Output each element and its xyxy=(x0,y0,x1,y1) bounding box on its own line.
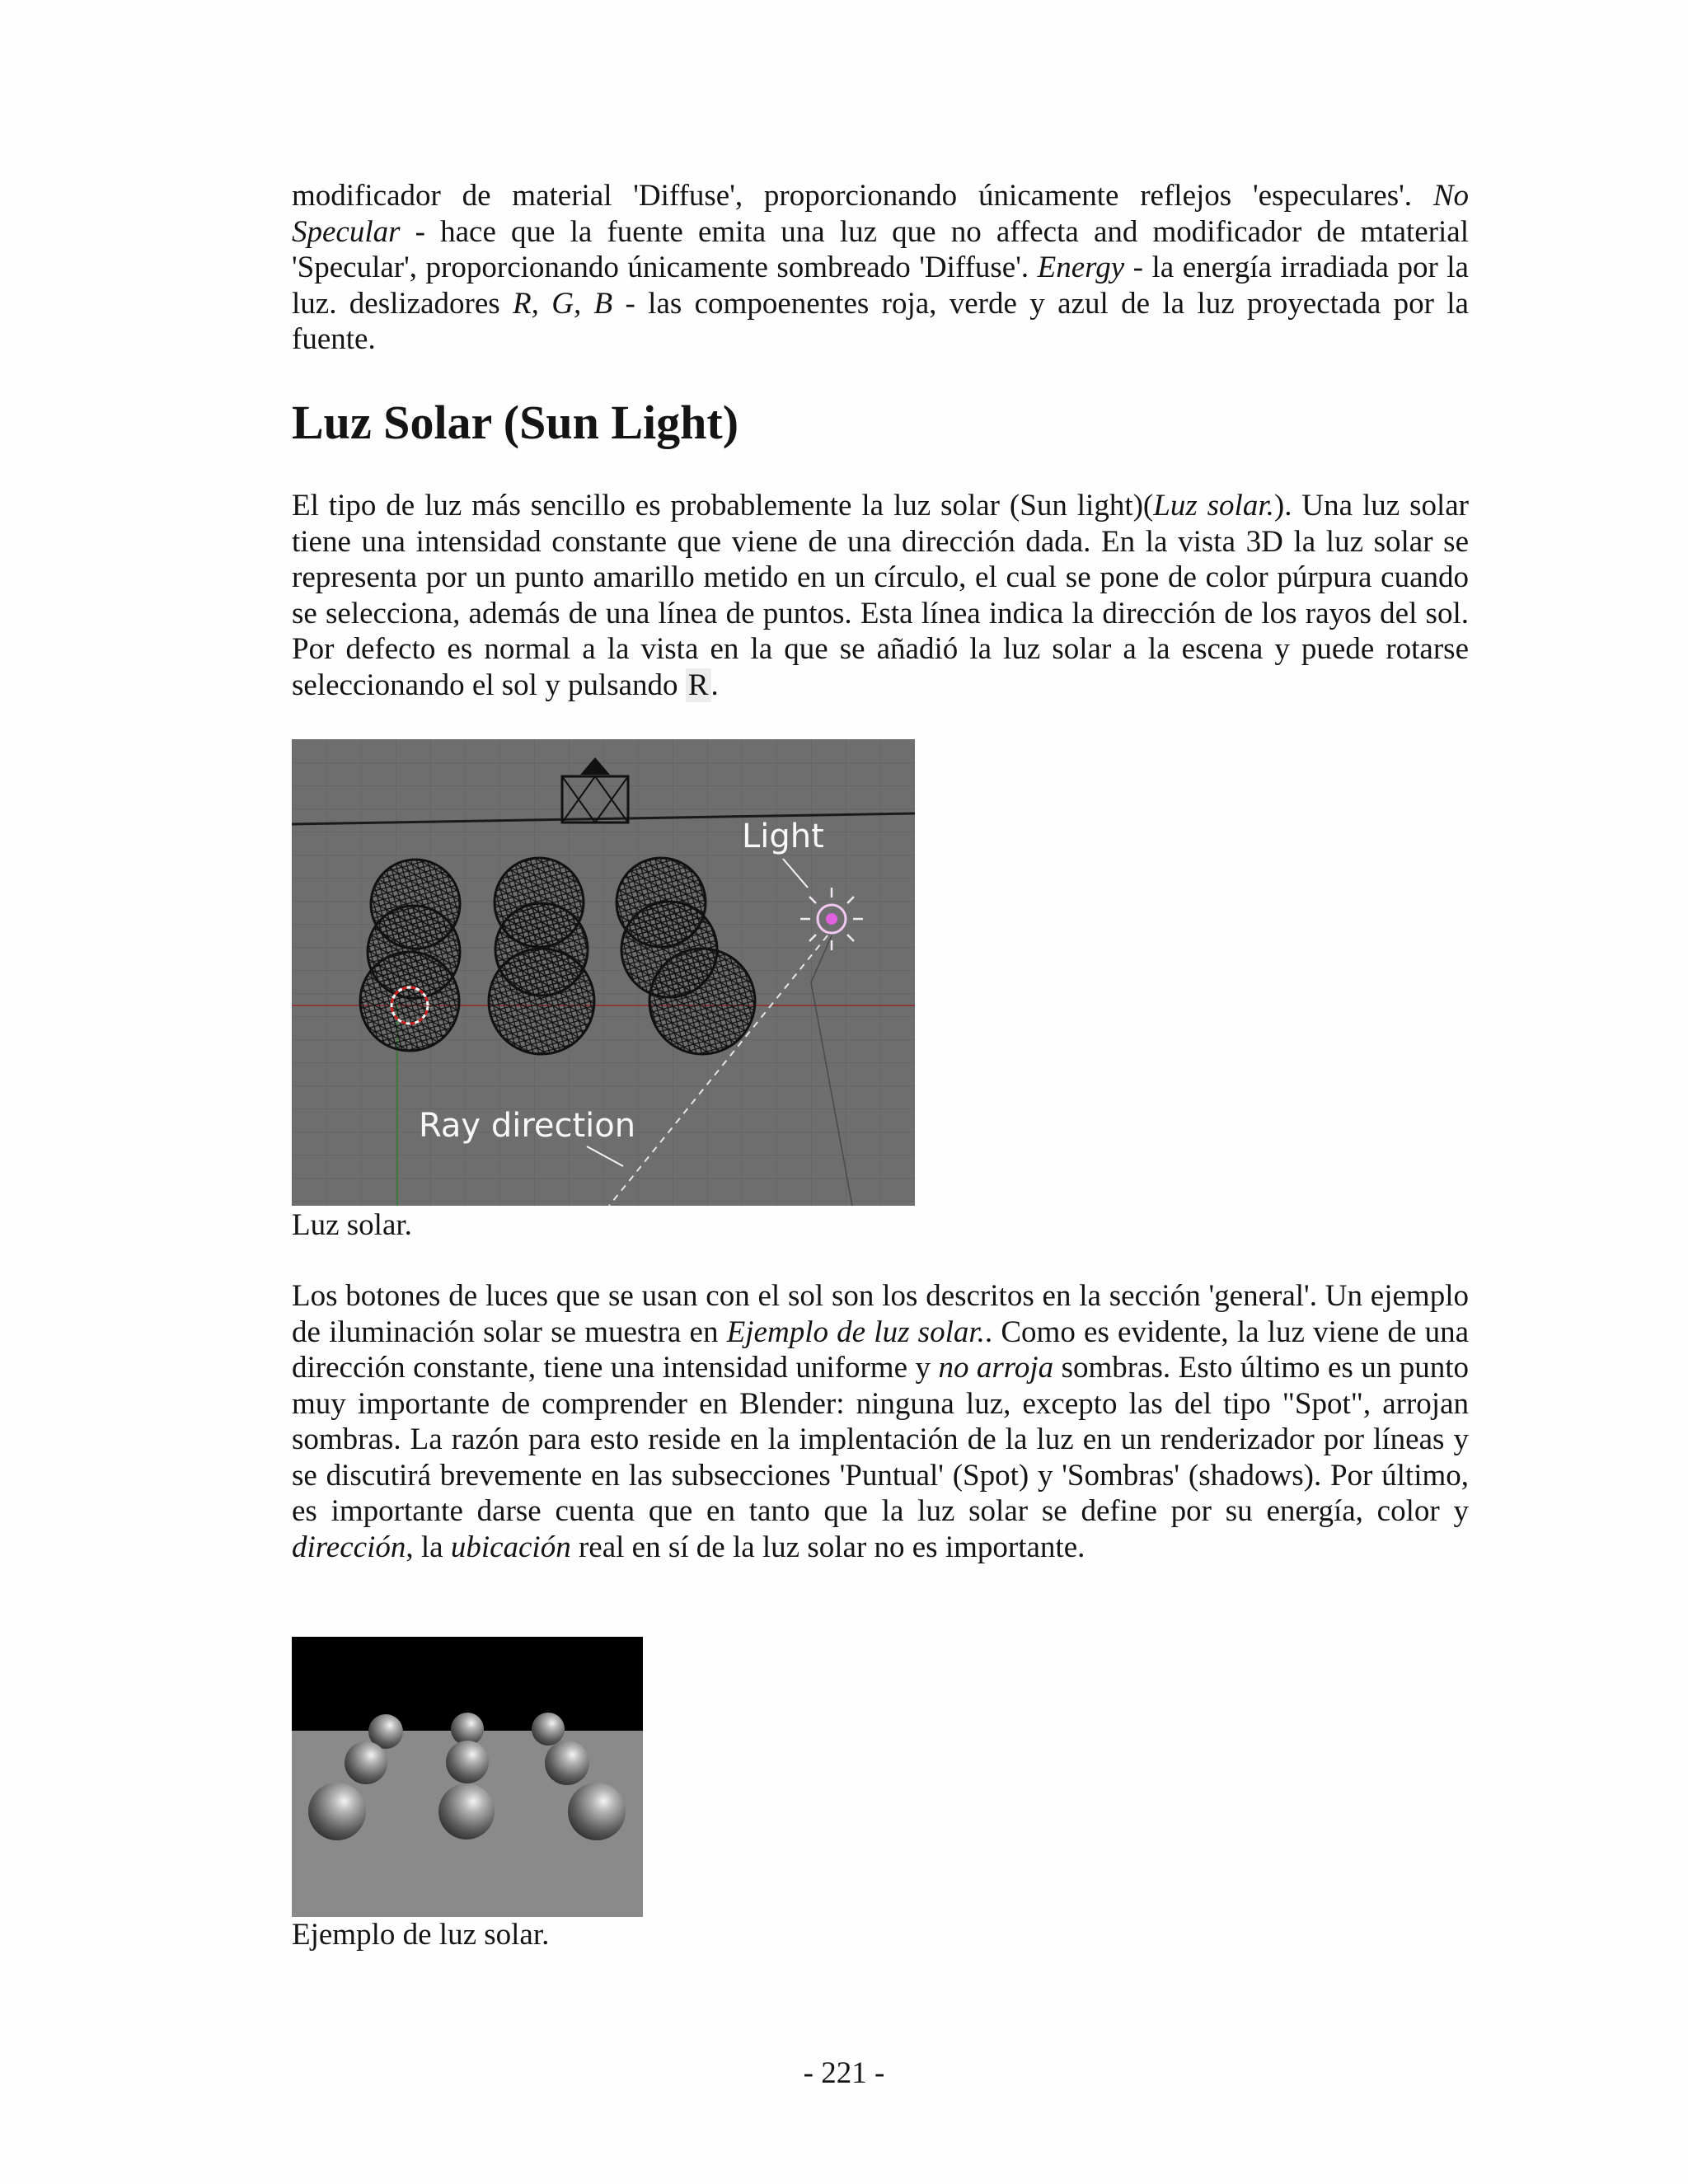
sun-lamp-icon xyxy=(800,888,863,950)
text-run: Los botones de luces que se usan con el sol son los descritos en la sección 'general'. Un ejemplo de iluminación solar se muestra en xyxy=(292,1279,1469,1349)
emphasis-ubicacion: ubicación xyxy=(450,1530,571,1564)
text-run: - la energía irradiada por la luz. deslizadores xyxy=(292,251,1469,321)
term-no-specular: No Specular xyxy=(292,179,1469,249)
text-run: - hace que la fuente emita una luz que no affecta and modificador de mtaterial 'Specular', proporcionando únicamente sombreado 'Diffuse'. xyxy=(292,214,1469,284)
sun-light-render-figure xyxy=(292,1637,643,1917)
text-run: - las compoenentes roja, verde y azul de la luz proyectada por la fuente. xyxy=(292,286,1469,356)
light-label: Light xyxy=(742,818,824,855)
paragraph-sun-buttons xyxy=(292,1278,1469,1565)
paragraph-sun-intro xyxy=(292,488,1469,703)
figure-reference-link[interactable]: Ejemplo de luz solar. xyxy=(726,1315,985,1349)
text-run: modificador de material 'Diffuse', proporcionando únicamente reflejos 'especulares'. xyxy=(292,179,1433,213)
emphasis-no-arroja: no arroja xyxy=(938,1351,1054,1385)
text-run: . Como es evidente, la luz viene de una dirección constante, tiene una intensidad uniforme y xyxy=(292,1315,1469,1385)
figure2-caption: Ejemplo de luz solar. xyxy=(292,1918,550,1952)
figure-reference-link[interactable]: Luz solar. xyxy=(1153,489,1274,523)
hotkey-r: R xyxy=(686,668,711,702)
text-run: El tipo de luz más sencillo es probablemente la luz solar (Sun light)( xyxy=(292,489,1154,523)
text-run: , la xyxy=(406,1530,451,1564)
page-number: - 221 - xyxy=(803,2056,885,2090)
text-run: sombras. Esto último es un punto muy importante de comprender en Blender: ninguna luz, excepto las del tipo "Spot", arrojan sombras. La razón para esto reside en la implentación de la luz en un renderizador por líneas y se discutirá brevemente en las subsecciones 'Puntual' (Spot) y 'Sombras' (shadows). Por último, es importante darse cuenta que en tanto que la luz solar se define por su energía, color y xyxy=(292,1351,1469,1528)
wireframe-spheres xyxy=(360,858,755,1054)
term-energy: Energy xyxy=(1037,251,1125,284)
section-heading: Luz Solar (Sun Light) xyxy=(292,396,739,449)
text-run: real en sí de la luz solar no es importante. xyxy=(570,1530,1085,1564)
ray-direction-label: Ray direction xyxy=(419,1107,636,1145)
text-run: ). Una luz solar tiene una intensidad constante que viene de una dirección dada. En la vista 3D la luz solar se representa por un punto amarillo metido en un círculo, el cual se pone de color púrpura cuando se selecciona, además de una línea de puntos. Esta línea indica la dirección de los rayos del sol. Por defecto es normal a la vista en la que se añadió la luz solar a la escena y puede rotarse seleccionando el sol y pulsando xyxy=(292,489,1470,702)
paragraph-light-options xyxy=(292,178,1469,358)
term-rgb: R, G, B xyxy=(513,286,613,321)
text-run: . xyxy=(710,668,719,702)
emphasis-direccion: dirección xyxy=(292,1530,406,1564)
sun-light-viewport-figure xyxy=(292,739,915,1206)
figure1-caption: Luz solar. xyxy=(292,1208,412,1242)
